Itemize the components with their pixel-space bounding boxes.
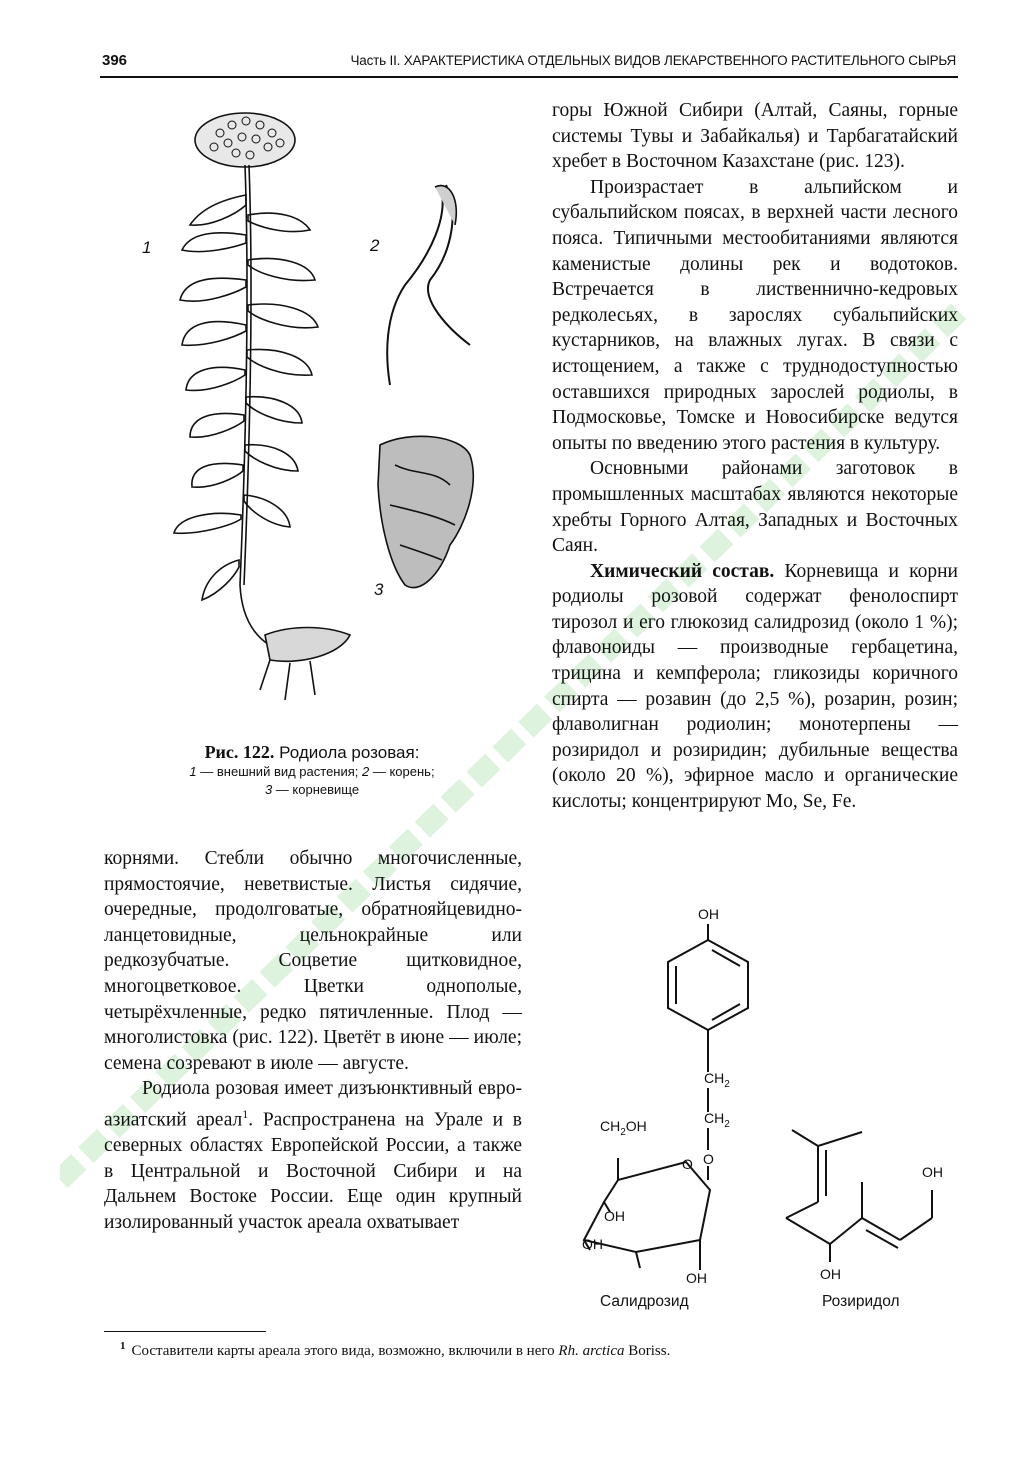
caption-number-2: 2 [362, 764, 370, 779]
footnote [120, 1340, 670, 1360]
chem-subscript: 2 [724, 1118, 730, 1130]
paragraph: Основными районами заготовок в промышленных масштабах являются некоторые хребты Горного Алтая, Западных и Восточных Саян. [552, 458, 958, 557]
chem-oh-rosiridol-1: OH [922, 1164, 943, 1180]
chem-ch2-1 [704, 1070, 730, 1090]
running-title: Часть II. ХАРАКТЕРИСТИКА ОТДЕЛЬНЫХ ВИДОВ ЛЕКАРСТВЕННОГО РАСТИТЕЛЬНОГО СЫРЬЯ [350, 53, 956, 68]
compound-name-rosiridol: Розиридол [822, 1293, 900, 1310]
plant-illustration [150, 105, 490, 715]
chem-oh-ring-2: OH [582, 1236, 603, 1252]
footnote-text: Составители карты ареала этого вида, возможно, включили в него [131, 1343, 559, 1359]
chem-subscript: 2 [724, 1078, 730, 1090]
left-column [104, 846, 522, 1235]
right-column [552, 98, 958, 815]
footnote-divider [104, 1331, 266, 1332]
paragraph-text: . Распространена на Урале и в северных областях Европейской России, а также в Центральной и Восточной Сибири и на Дальнем Востоке России. Еще один крупный изолированный участок ареала охватывает [104, 1109, 522, 1233]
caption-title: Родиола розовая: [274, 743, 420, 762]
footnote-text-end: Boriss. [624, 1343, 671, 1359]
section-heading: Химический состав. [590, 560, 775, 582]
figure-caption [100, 742, 524, 799]
figure-label-1: 1 [142, 238, 152, 257]
paragraph-text: Родиола розовая имеет дизъюнктивный евро-азиатский ареал [104, 1078, 522, 1131]
paragraph [552, 559, 958, 815]
figure-label-2: 2 [370, 236, 380, 255]
figure-label-3: 3 [374, 580, 384, 599]
chemical-structures [560, 900, 980, 1320]
compound-name-salidroside: Салидрозид [600, 1293, 689, 1310]
footnote-ref: 1 [242, 1106, 249, 1121]
page-header [100, 50, 958, 78]
chem-ch2-2 [704, 1110, 730, 1130]
caption-number-1: 1 [189, 764, 197, 779]
paragraph: горы Южной Сибири (Алтай, Саяны, горные системы Тувы и Забайкалья) и Тарбагатайский хребет в Восточном Казахстане (рис. 123). [552, 100, 958, 173]
chem-ch2-1-text: CH [704, 1070, 725, 1086]
footnote-italic: Rh. arctica [558, 1343, 625, 1359]
caption-text-2: — корень; [369, 764, 435, 779]
caption-text-3: — корневище [272, 782, 360, 797]
chem-ch2oh-tail: OH [625, 1118, 647, 1134]
caption-text-1: — внешний вид растения; [196, 764, 363, 779]
chem-o-link: O [703, 1151, 714, 1167]
caption-number-3: 3 [264, 782, 273, 797]
chem-ch2oh [600, 1118, 647, 1138]
chem-oh-rosiridol-2: OH [820, 1266, 841, 1282]
chem-oh-top: OH [698, 906, 719, 922]
chem-ring-o: O [682, 1156, 693, 1172]
caption-title-bold: Рис. 122. [204, 742, 275, 762]
paragraph: Произрастает в альпийском и субальпийском поясах, в верхней части лесного пояса. Типичными местообитаниями являются каменистые долины рек и водотоков. Встречается в лиственнично-кедровых редколесьях, в зарослях субальпийских кустарников, на влажных лугах. В связи с истощением, а также с труднодоступностью оставшихся природных зарослей родиолы, в Подмосковье, Томске и Новосибирске ведутся опыты по введению этого растения в культуру. [552, 176, 958, 454]
chem-oh-ring-1: OH [604, 1208, 625, 1224]
chem-oh-ring-3: OH [686, 1270, 707, 1286]
chem-ch2-2-text: CH [704, 1110, 725, 1126]
page-number: 396 [102, 52, 128, 69]
chem-ch2oh-text: CH [600, 1118, 621, 1134]
paragraph: корнями. Стебли обычно многочисленные, прямостоячие, неветвистые. Листья сидячие, очередные, продолговатые, обратнояйцевидно-ланцетовидные, цельнокрайные или редкозубчатые. Соцветие щитковидное, многоцветковое. Цветки однополые, четырёхчленные, редко пятичленные. Плод — многолистовка (рис. 122). Цветёт в июне — июле; семена созревают в июле — августе. [104, 848, 522, 1074]
paragraph [104, 1076, 522, 1235]
chem-subscript: 2 [620, 1126, 626, 1138]
footnote-marker: 1 [120, 1340, 126, 1352]
paragraph-text: Корневища и корни родиолы розовой содержат фенолоспирт тирозол и его глюкозид салидрозид (около 1 %); флавоноиды — производные гербацетина, трицина и кемпферола; гликозиды коричного спирта — розавин (до 2,5 %), розарин, розин; флаволигнан родиолин; монотерпены — розиридол и розиридин; дубильные вещества (около 20 %), эфирное масло и органические кислоты; концентрируют Mo, Se, Fe. [552, 560, 958, 813]
